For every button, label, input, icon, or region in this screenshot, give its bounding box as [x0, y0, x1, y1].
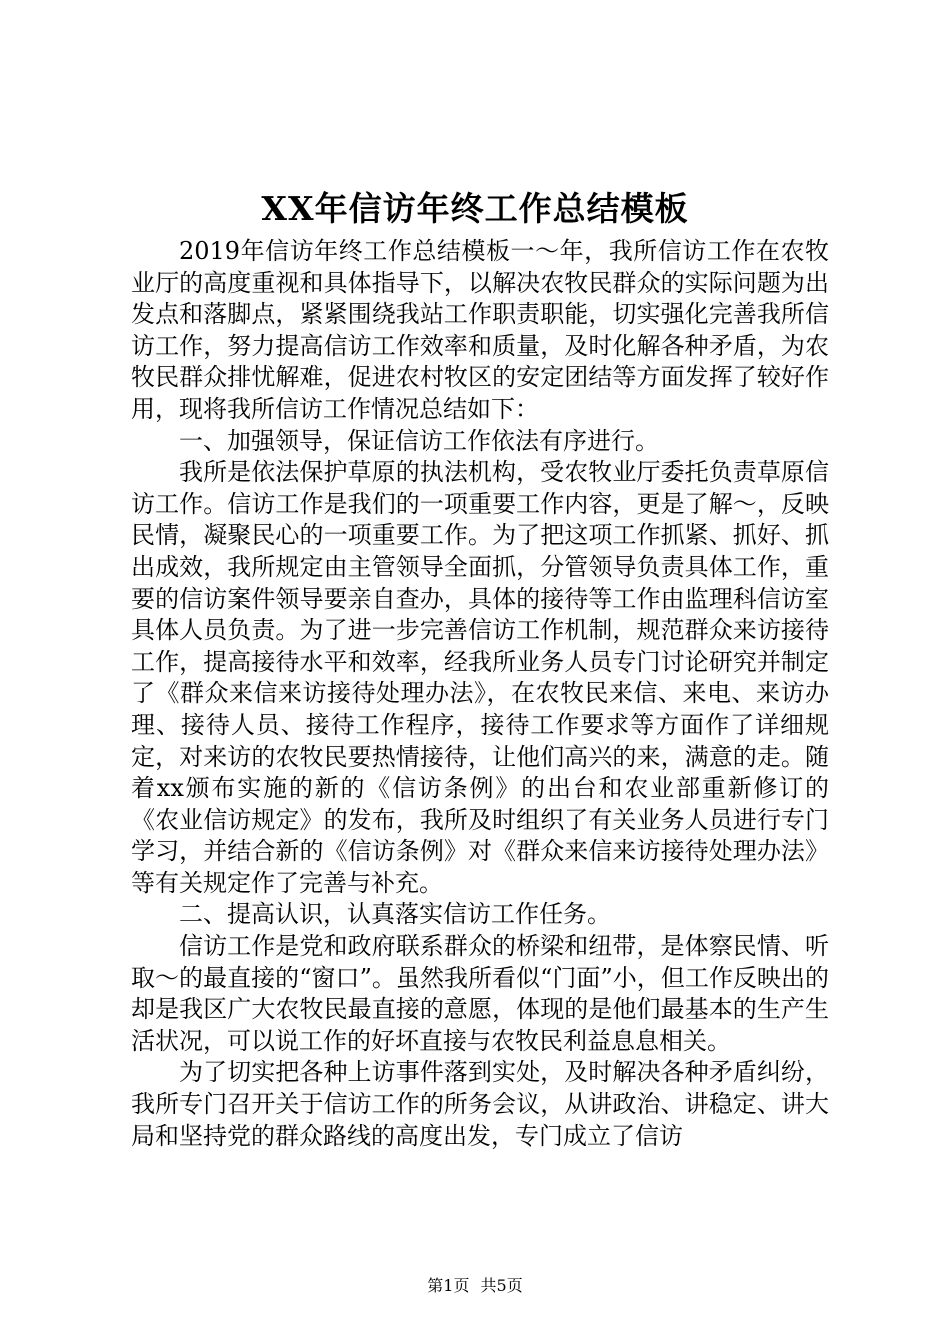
section-heading-1: 一、加强领导，保证信访工作依法有序进行。 — [179, 426, 659, 455]
document-title: XX年信访年终工作总结模板 — [261, 189, 689, 228]
paragraph-section-2a: 信访工作是党和政府联系群众的桥梁和纽带，是体察民情、听取～的最直接的“窗口”。虽然我所看似“门面”小，但工作反映出的却是我区广大农牧民最直接的意愿，体现的是他们最基本的生产生活状况，可以说工作的好坏直接与农牧民利益息息相关。 — [131, 932, 829, 1055]
paragraph-section-1: 我所是依法保护草原的执法机构，受农牧业厅委托负责草原信访工作。信访工作是我们的一项重要工作内容，更是了解～，反映民情，凝聚民心的一项重要工作。为了把这项工作抓紧、抓好、抓出成效，我所规定由主管领导全面抓，分管领导负责具体工作，重要的信访案件领导要亲自查办，具体的接待等工作由监理科信访室具体人员负责。为了进一步完善信访工作机制，规范群众来访接待工作，提高接待水平和效率，经我所业务人员专门讨论研究并制定了《群众来信来访接待处理办法》，在农牧民来信、来电、来访办理、接待人员、接待工作程序，接待工作要求等方面作了详细规定，对来访的农牧民要热情接待，让他们高兴的来，满意的走。随着xx颁布实施的新的《信访条例》的出台和农业部重新修订的《农业信访规定》的发布，我所及时组织了有关业务人员进行专门学习，并结合新的《信访条例》对《群众来信来访接待处理办法》等有关规定作了完善与补充。 — [131, 458, 829, 897]
section-heading-2: 二、提高认识，认真落实信访工作任务。 — [179, 900, 611, 929]
paragraph-intro: 2019年信访年终工作总结模板一～年，我所信访工作在农牧业厅的高度重视和具体指导下，以解决农牧民群众的实际问题为出发点和落脚点，紧紧围绕我站工作职责职能，切实强化完善我所信访工作，努力提高信访工作效率和质量，及时化解各种矛盾，为农牧民群众排忧解难，促进农村牧区的安定团结等方面发挥了较好作用，现将我所信访工作情况总结如下： — [131, 237, 829, 423]
page-number-footer: 第1页 共5页 — [427, 1276, 523, 1295]
document-body — [131, 236, 829, 1152]
paragraph-section-2b: 为了切实把各种上访事件落到实处，及时解决各种矛盾纠纷，我所专门召开关于信访工作的所务会议，从讲政治、讲稳定、讲大局和坚持党的群众路线的高度出发，专门成立了信访 — [131, 1058, 829, 1150]
